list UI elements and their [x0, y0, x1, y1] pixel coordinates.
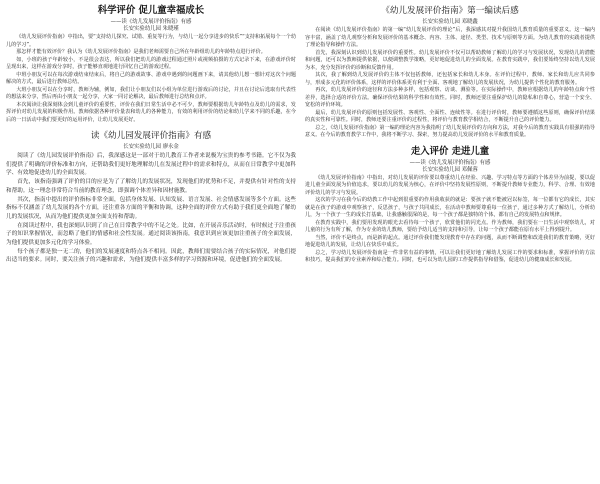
article-2-paragraph: 在阅读过程中，我也深刻认识到了自己在日常教学中的不足之处。比如，在开展音乐活动时，有时候过于注重孩子的知识掌握情况，而忽略了他们的情感和社会性发展。通过阅读该指南，我意识到应该更加注重孩子的全面发展，为他们提供更加多元化的学习体验。 — [6, 222, 296, 247]
article-2-title: 读《幼儿园发展评价指南》有感 — [90, 131, 212, 141]
article-2 — [6, 129, 296, 265]
article-2-paragraph: 阅读了《幼儿园发展评价指南》后，我深感这是一部对于幼儿教育工作者来说极为宝贵的参考书籍。它不仅为我们提供了明确的评价标准和方向，还帮助我们更好地理解幼儿在发展过程中的需求和特点，从而在日常教学中更加科学、有效地促进幼儿的全面发展。 — [6, 153, 296, 177]
article-4-paragraph: 《幼儿发展评价指南》中指出，对幼儿发展的评价要以尊重幼儿在经验、兴趣、学习特点等方面的个体差异为前提，要以促进儿童全面发展为价值追求，要以幼儿的发展为核心，在评价中坚持发展性原则，不断提升教师专业能力，科学、合理、有效地评价幼儿的学习与发展。 — [305, 174, 595, 196]
right-column — [303, 0, 600, 484]
article-3-title: 《幼儿发展评价指南》第一编读后感 — [381, 6, 519, 16]
article-1-paragraph: 那怎样才能有效评价？我认为《幼儿发展评价指南》是我们老师需要自己所在年龄组幼儿的年龄特点进行评价。 — [16, 49, 266, 55]
article-1-author: 长安实验幼儿园 朱晓瑾 — [123, 26, 179, 32]
article-4-paragraph: 当然，评价不是终点，而是新的起点。通过评价我们能发现教育中存在的问题，从而不断调整和改进我们的教育策略，更好地促进幼儿的发展，让幼儿在快乐中成长。 — [305, 234, 595, 248]
article-2-paragraph: 首先，该指南强调了评价的目的应是为了了解幼儿的发展状况，发现他们的优势和不足，并提供有针对性的支持和帮助。这一理念非常符合当前的教育理念，即强调个体差异和因材施教。 — [6, 179, 296, 194]
article-4-title: 走入评价 走进儿童 — [410, 145, 490, 157]
article-3-paragraph: 最后，幼儿发展评价的原则包括发展性、客观性、全面性、连续性等。在进行评价时，教师要遵循这些原则，确保评价结果的真实性和可靠性。同时，教师还要注重评价的过程性，将评价与教育教学相结合，不断提升自己的评价能力。 — [305, 109, 595, 123]
article-1-paragraph: 《幼儿发展评价指南》中指出，要“支持幼儿探究、试错、重复等行为，与幼儿一起分享进步的快乐”“支持和拓展每个一个幼儿的学习”。 — [6, 34, 296, 48]
article-4-subtitle: ——读《幼儿发展评价指南》有感 — [409, 159, 491, 166]
article-1-paragraph: 中班小朋友可以在每次游戏结束结束后，将自己的游戏故事、游戏中遇到的问题画下来，请其他幼儿想一想针对这次个问题解决的方式，最后进行教师总结。 — [6, 71, 296, 85]
article-4-author: 长安实验幼儿园 邓佩蓉 — [422, 166, 478, 173]
article-1-paragraph: 大班小朋友可以在分享时，教师为辅，例如，我们让小朋友们以小组为单位进行游戏后的讨论，并且在讨论后选取有代表性的想法来分享，然后再由小朋友一起分享，大家一同讨论解决，最后教师进行总结和点评。 — [6, 86, 296, 100]
article-3-paragraph: 其次，我了解到幼儿发展评价的主体不仅包括教师，还包括家长和幼儿本身。在评价过程中，教师、家长和幼儿应共同参与，形成多元化的评价体系，这样的评价体系更有利于全面、客观地了解幼儿的发展状况，为幼儿提供个性化的教育服务。 — [305, 72, 595, 86]
article-4-paragraph: 这次的学习在我今后的幼教工作中起到很重要的作用我收获的就是：要孩子就不能被冠以标签，每一位都有它的成长，其实就是在孩子的游戏中观察孩子，反思孩子，与孩子共同成长，在活动中教师要尊重每一位孩子，通过多种方式了解幼儿，分析幼儿，为一个孩子一生的成长打基础，让我感触很深的是，每一个孩子都是独特的个体，都有自己的发展特点和规律。 — [305, 197, 595, 218]
article-4 — [305, 145, 595, 265]
article-4-paragraph: 在教育实践中，我们要用发现的眼光去看待每一个孩子，欣赏他们的闪光点。作为教师，我们要在一日生活中观察幼儿，对儿童的行为有所了解，作为专业的幼儿教师，要给予幼儿适当的支持和引导，让每一个孩子都能在原有水平上得到提升。 — [305, 219, 595, 233]
article-3-paragraph: 在阅读《幼儿发展评价指南》的第一编“幼儿发展评价的理论”后，我深感其对提升我国幼儿教育质量的重要意义。这一编内容丰富，涵盖了幼儿观察分析和发展评价的基本概念、内容、主体、途径、类型、技术与原则等方面。为幼儿教育的实践者提供了理论指导和操作方法。 — [305, 27, 595, 48]
article-2-author: 长安实验幼儿园 廖永金 — [123, 144, 179, 150]
article-2-paragraph: 其次，指南中提出的评价指标非常全面，包括身体发展、认知发展、语言发展、社会情感发展等多个方面。这些指标不仅涵盖了幼儿发展的各个方面，还注重各方面的平衡和协调，这种全面的评价方式有助于我们更全面地了解幼儿的发展状况，从而为他们提供更加全面支持和帮助。 — [6, 196, 296, 220]
article-1-paragraph: 本次阅读让我深刻体会到儿童评价的重要性，评价在我们日常生活中必不可少，教师要根据幼儿年龄特点及幼儿的需求，发挥评价对幼儿发展的积极作用。教师依据各种评价量表和幼儿的各种能力，有效的利用评价的结论和幼儿学来不同的乐趣，在今后的一日活动中我们要更好的运用评价，让幼儿发展更好。 — [6, 101, 296, 123]
article-3 — [305, 4, 595, 140]
article-4-paragraph: 总之，学习幼儿发展评价指南是一件非常有益的事情，可以让我们更好地了解幼儿发展工作的要求和标准，掌握评价的方法和技巧，提高我们的专业素养和综合能力。同时，也可以为幼儿园的工作提供指导和借鉴，促进幼儿的健康成长和发展。 — [305, 249, 595, 263]
article-1 — [6, 4, 296, 124]
article-3-paragraph: 再次，幼儿发展评价的途径和方法多种多样，包括观察、访谈、测验等。在实际操作中，教师应根据幼儿的年龄特点和个性差异，选择合适的评价方法。确保评价结果的科学性和有效性。同时，教师还要注重保护幼儿的隐私和自尊心，营造一个安全、宽松的评价环境。 — [305, 87, 595, 108]
article-1-paragraph: 如，小班的孩子年龄较小，不是很会表达，所以我们把幼儿的游戏过程通过照片或视频拍摄的方式记录下来，在游戏评价时呈现出来，这样在游戏分享时，孩子能够直观地进行回忆自己的游戏过程。 — [6, 56, 296, 70]
article-3-author: 长安实验幼儿园 邓晓鑫 — [422, 19, 478, 25]
article-2-paragraph: 每个孩子都是独一无二的，他们的发展速度和特点各不相同。因此，教师们需要结合孩子的实际情况，对他们提出适当的要求。同时，要关注孩子的兴趣和需求，为他们提供丰富多样的学习资源和环境，促进他们的全面发展。 — [6, 248, 296, 264]
article-1-subtitle: ——读《幼儿发展评价指南》有感 — [110, 19, 192, 25]
article-3-paragraph: 首先，我深刻认识到幼儿发展评价的重要性。幼儿发展评价不仅可以帮助教师了解幼儿的学习与发展状况，发现幼儿的潜能和问题，还可以为教师提供依据，以便调整教学策略，更好地促进幼儿的全面发展。在教育实践中，我们要始终坚持以幼儿发展为本，充分发挥评价的诊断和反馈作用。 — [305, 49, 595, 71]
article-1-title: 科学评价 促儿童幸福成长 — [97, 5, 205, 16]
article-3-paragraph: 总之，《幼儿发展评价指南》第一编的理论内容为我指明了幼儿发展评价的方向和方法，对我今后的教育实践具有很强的指导意义。在今后的教育教学工作中，我将不断学习、探索，努力提高幼儿发展评价的水平和教育质量。 — [305, 124, 595, 138]
